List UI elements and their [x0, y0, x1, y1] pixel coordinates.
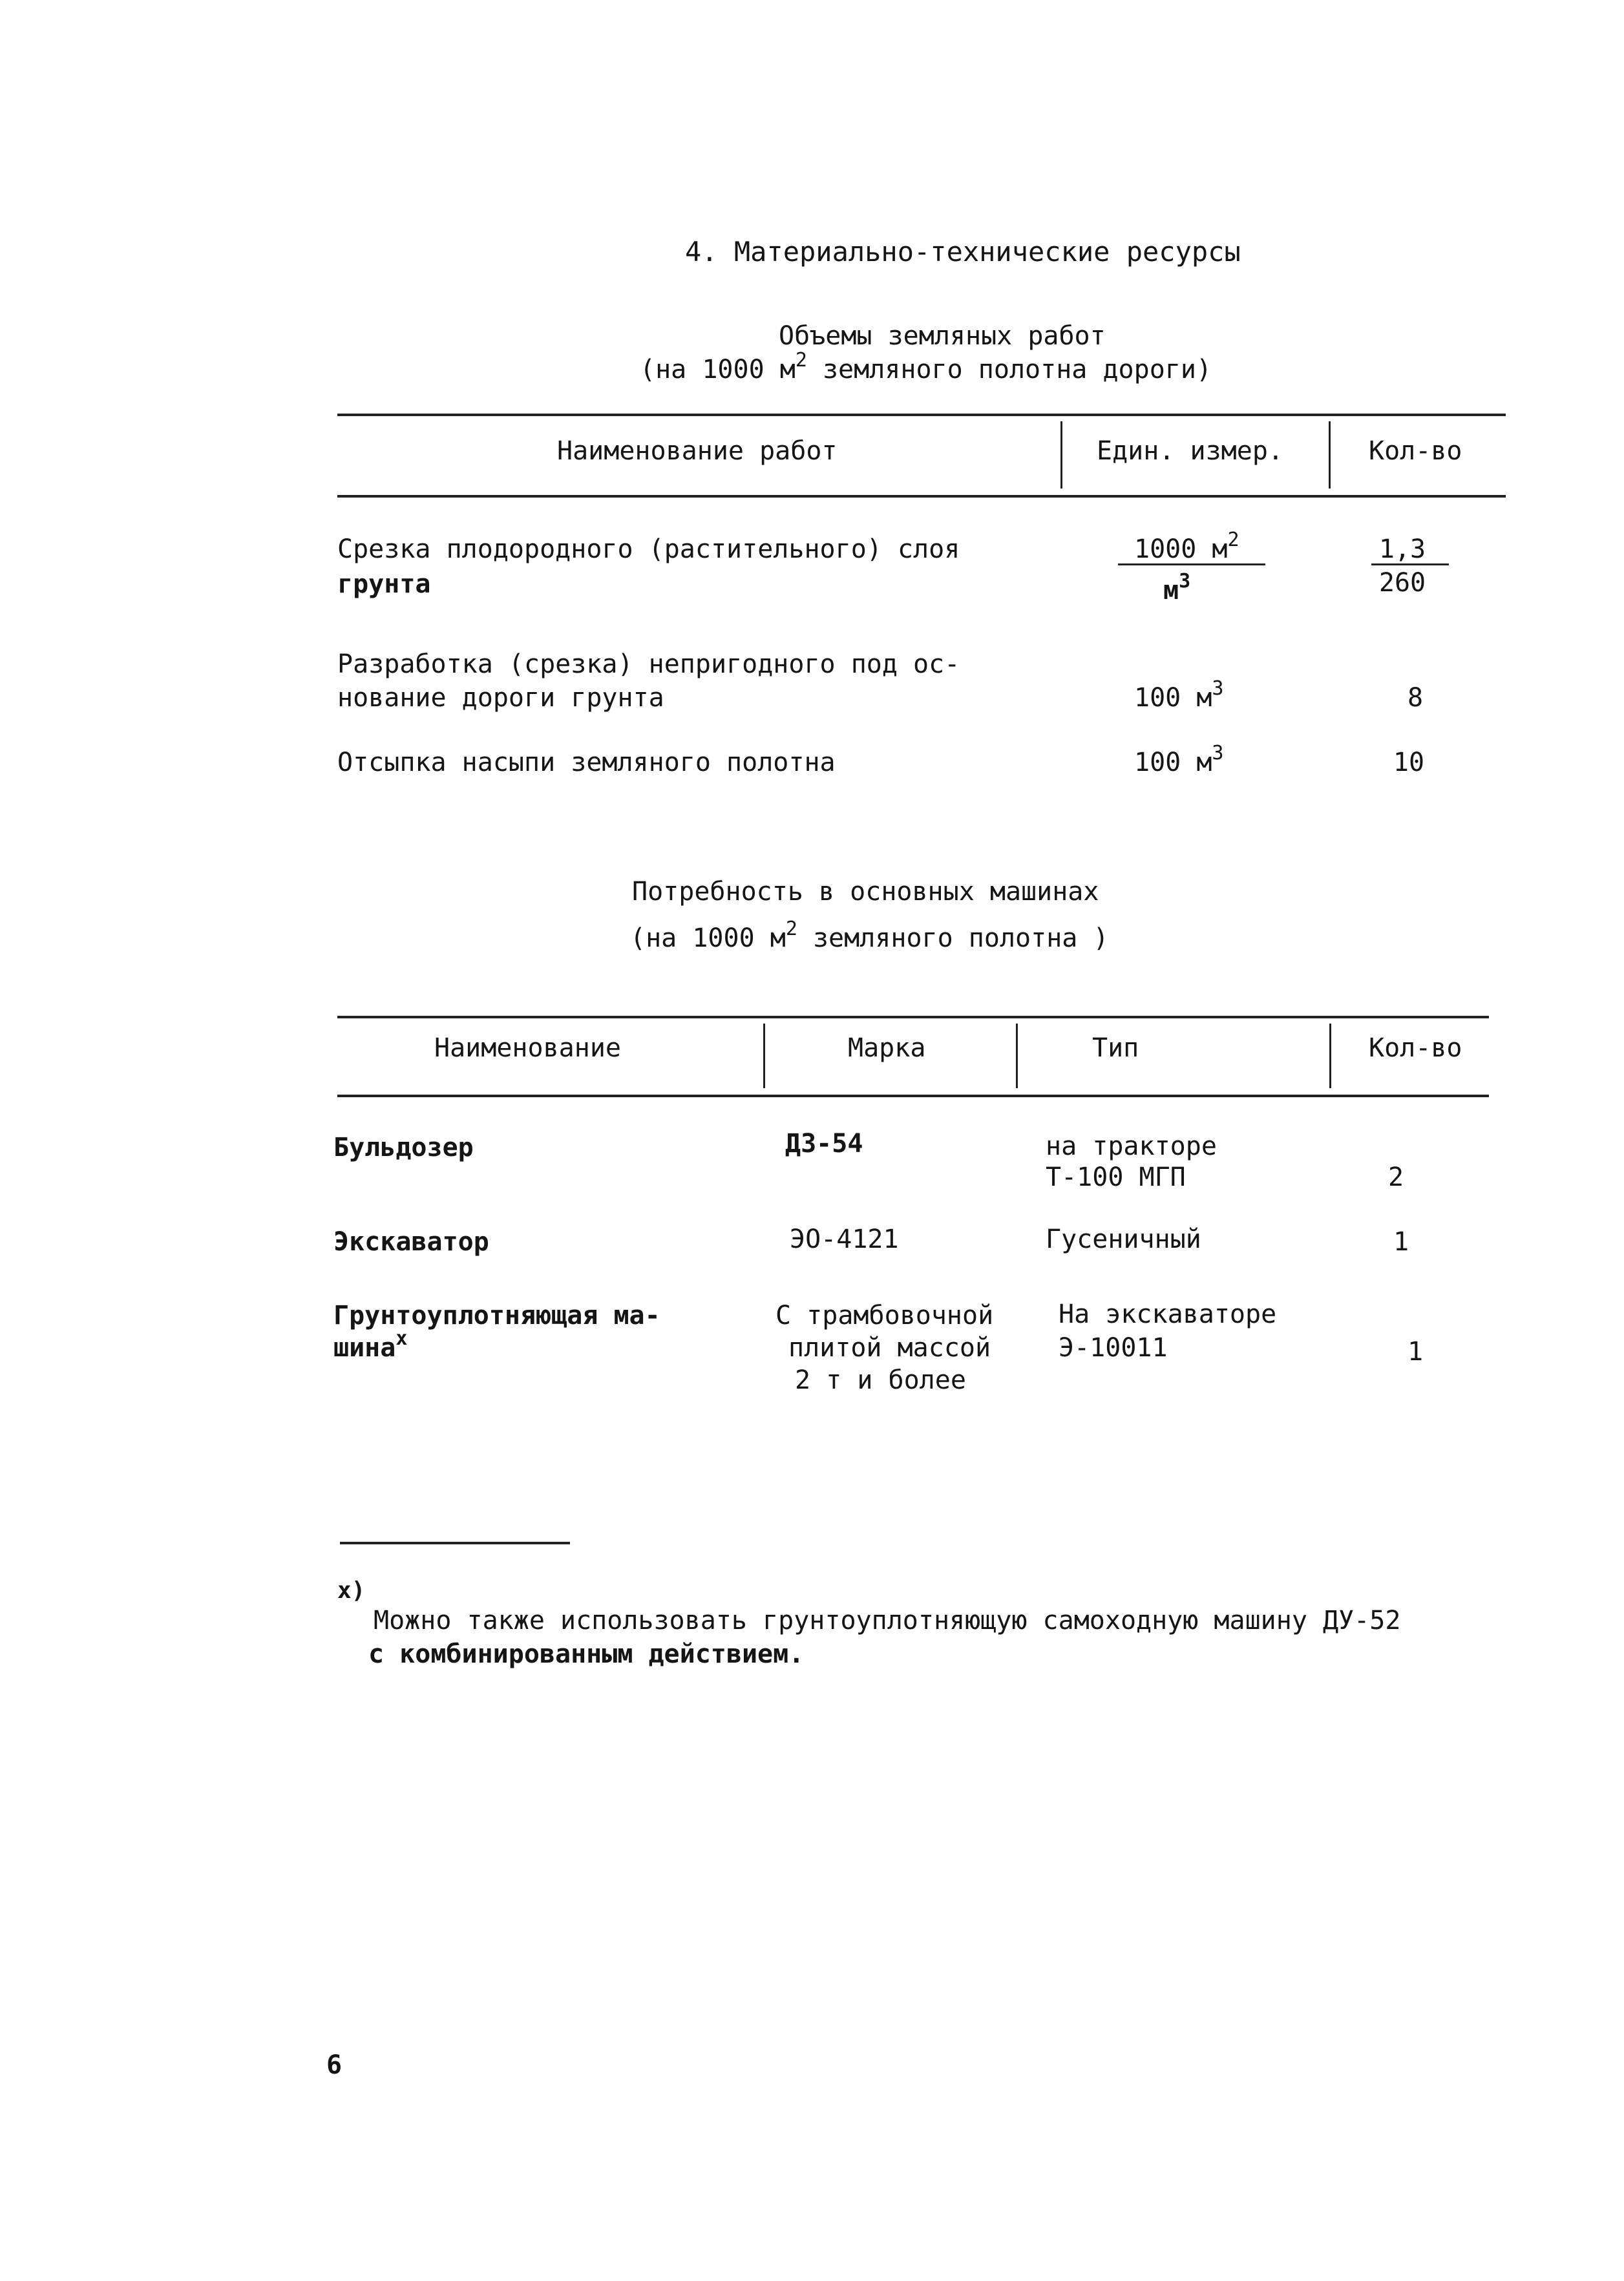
table1-row2-name-line2: нование дороги грунта: [337, 683, 664, 713]
table2-header-rule: [337, 1095, 1489, 1097]
section-title: 4. Материально-технические ресурсы: [685, 236, 1241, 268]
table2-row3-name-line1: Грунтоуплотняющая ма-: [333, 1301, 660, 1330]
table2-row3-mark-line1: С трамбовочной: [775, 1301, 994, 1330]
footnote-marker: x): [337, 1577, 366, 1604]
table1-row2-qty: 8: [1407, 683, 1424, 713]
table2-row3-qty: 1: [1407, 1337, 1424, 1367]
table2-row3-mark-line3: 2 т и более: [795, 1365, 966, 1395]
page-number: 6: [326, 2050, 343, 2080]
table2-row2-type: Гусеничный: [1046, 1225, 1201, 1254]
table2-col-divider-1: [763, 1024, 765, 1088]
table2-row2-name: Экскаватор: [333, 1227, 489, 1257]
table1-header-rule: [337, 495, 1506, 498]
table2-row1-name: Бульдозер: [333, 1133, 474, 1162]
table1-row1-qty-top: 1,3: [1378, 534, 1426, 564]
table2-header-qty: Кол-во: [1369, 1033, 1462, 1063]
table1-header-qty: Кол-во: [1369, 436, 1462, 466]
table2-title-line1: Потребность в основных машинах: [632, 877, 1099, 907]
table2-row1-mark: ДЗ-54: [785, 1129, 863, 1159]
table1-row1-qty-bottom: 260: [1378, 568, 1426, 598]
table1-col-divider-2: [1329, 421, 1331, 489]
table1-row1-unit-fraction-bar: [1118, 563, 1265, 565]
footnote-separator: [340, 1542, 570, 1544]
table2-row2-qty: 1: [1393, 1227, 1409, 1257]
table1-top-rule: [337, 414, 1506, 416]
table2-row2-mark: ЭО-4121: [790, 1225, 899, 1254]
table2-row3-type-line2: Э-10011: [1059, 1333, 1168, 1363]
table1-row1-unit-top: 1000 $м^2$: [1134, 528, 1239, 564]
table2-title-line2: (на 1000 $м^2$ земляного полотна ): [630, 917, 1109, 953]
table2-row3-mark-line2: плитой массой: [788, 1333, 991, 1363]
table2-row3-name-line2: шина$^x$: [333, 1327, 408, 1363]
table2-row3-type-line1: На экскаваторе: [1059, 1299, 1277, 1329]
table2-row1-type-line2: Т-100 МГП: [1046, 1162, 1186, 1192]
table1-header-unit: Един. измер.: [1097, 436, 1283, 466]
table2-col-divider-2: [1016, 1024, 1018, 1088]
table2-row1-qty: 2: [1387, 1162, 1404, 1192]
table1-row1-name-line2: грунта: [337, 569, 431, 599]
table2-header-type: Тип: [1092, 1033, 1139, 1063]
table1-row1-unit-bottom: $м^3$: [1163, 569, 1191, 605]
table1-row3-qty: 10: [1393, 748, 1425, 777]
table1-title-line2: (на 1000 $м^2$ земляного полотна дороги): [640, 348, 1212, 384]
table1-row2-unit: 100 $м^3$: [1134, 677, 1224, 713]
table1-header-name: Наименование работ: [557, 436, 838, 466]
table2-top-rule: [337, 1016, 1489, 1018]
table1-row1-qty-fraction-bar: [1371, 563, 1449, 565]
table1-row3-name: Отсыпка насыпи земляного полотна: [337, 748, 836, 777]
table1-title-line1: Объемы земляных работ: [779, 321, 1106, 351]
table1-row1-name-line1: Срезка плодородного (растительного) слоя: [337, 534, 960, 564]
table2-header-name: Наименование: [434, 1033, 621, 1063]
footnote-line2: с комбинированным действием.: [368, 1639, 805, 1669]
table2-col-divider-3: [1329, 1024, 1331, 1088]
table2-header-mark: Марка: [848, 1033, 926, 1063]
table2-row1-type-line1: на тракторе: [1046, 1131, 1217, 1161]
table1-row2-name-line1: Разработка (срезка) непригодного под ос-: [337, 649, 960, 679]
table1-col-divider-1: [1060, 421, 1062, 489]
footnote-line1: Можно также использовать грунтоуплотняющую самоходную машину ДУ-52: [374, 1606, 1401, 1635]
table1-row3-unit: 100 $м^3$: [1134, 741, 1224, 777]
